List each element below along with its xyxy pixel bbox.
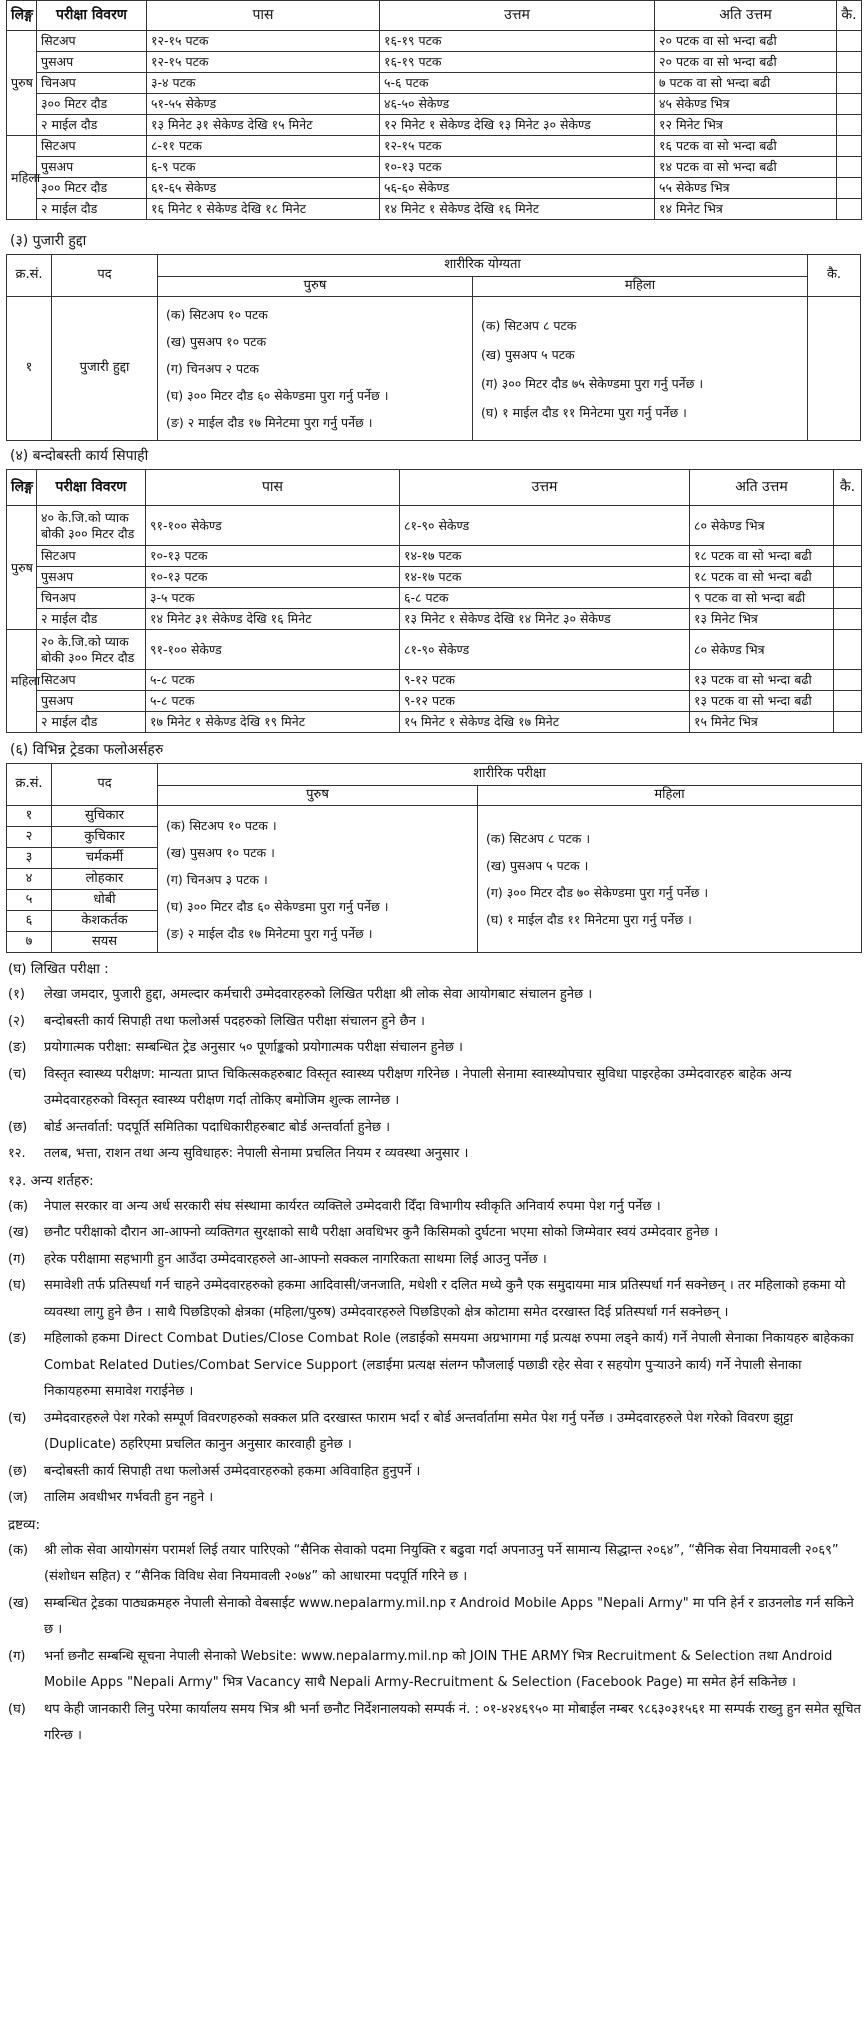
test-name: सिटअप	[37, 670, 146, 691]
serial-number: ३	[7, 848, 52, 869]
score-cell: १३ मिनेट भित्र	[690, 609, 834, 630]
col-header: पास	[146, 470, 400, 506]
col-header: पुरुष	[158, 277, 473, 297]
test-name: सिटअप	[37, 136, 147, 157]
score-cell: ५-८ पटक	[146, 670, 400, 691]
gender-cell: पुरुष	[7, 506, 37, 630]
test-name: चिनअप	[37, 73, 147, 94]
score-cell: ३-४ पटक	[147, 73, 380, 94]
score-cell: १३ मिनेट १ सेकेण्ड देखि १४ मिनेट ३० सेकेण्ड	[400, 609, 690, 630]
remarks-cell	[837, 178, 862, 199]
item-marker: (च)	[8, 1066, 27, 1082]
score-cell: १६-१९ पटक	[380, 31, 655, 52]
score-cell: १६ पटक वा सो भन्दा बढी	[655, 136, 837, 157]
item-text: समावेशी तर्फ प्रतिस्पर्धा गर्न चाहने उम्मेदवारहरुको हकमा आदिवासी/जनजाति, मधेशी र दलित मध्ये कुनै एक समुदायमा मात्र प्रतिस्पर्धा गर्न सक्नेछन् । तर महिलाको हकमा यो व्यवस्था लागु हुने छैन । साथै पिछडिएको क्षेत्रका (महिला/पुरुष) उम्मेदवारहरुले पिछडिएको क्षेत्र कोटामा समेत दरखास्त दिई प्रतिस्पर्धा गर्न सक्नेछन् ।	[44, 1278, 846, 1320]
table-row	[7, 630, 862, 670]
table-row	[7, 178, 862, 199]
item-text: प्रयोगात्मक परीक्षा: सम्बन्धित ट्रेड अनुसार ५० पूर्णाङ्कको प्रयोगात्मक परीक्षा संचालन हुनेछ ।	[44, 1040, 463, 1055]
score-cell: १६ मिनेट १ सेकेण्ड देखि १८ मिनेट	[147, 199, 380, 220]
col-header: उत्तम	[400, 470, 690, 506]
score-cell: ३-५ पटक	[146, 588, 400, 609]
remarks-cell	[834, 567, 862, 588]
test-name: २ माईल दौड	[37, 609, 146, 630]
test-name: सिटअप	[37, 31, 147, 52]
list-item	[6, 1644, 861, 1697]
score-cell: १३ मिनेट ३१ सेकेण्ड देखि १५ मिनेट	[147, 115, 380, 136]
test-name: पुसअप	[37, 157, 147, 178]
table-row	[7, 73, 862, 94]
score-cell: ९१-१०० सेकेण्ड	[146, 630, 400, 670]
followers-table	[6, 763, 862, 953]
requirement-item: (ङ) २ माईल दौड १७ मिनेटमा पुरा गर्नु पर्नेछ ।	[166, 925, 373, 941]
remarks-cell	[837, 157, 862, 178]
score-cell: १३ पटक वा सो भन्दा बढी	[690, 691, 834, 712]
item-text: थप केही जानकारी लिनु परेमा कार्यालय समय भित्र श्री भर्ना छनौट निर्देशनालयको सम्पर्क नं. : ०१-४२४६९५० मा मोबाईल नम्बर ९८६३०३१५६१ मा सम्पर्क राख्नु हुन समेत सूचित गरिन्छ ।	[44, 1701, 861, 1743]
gender-cell: पुरुष	[7, 31, 37, 136]
col-header: लिङ्ग	[7, 1, 37, 31]
post-name: केशकर्तक	[52, 911, 158, 932]
item-marker: (क)	[8, 1198, 29, 1214]
score-cell: १२ मिनेट भित्र	[655, 115, 837, 136]
requirement-item: (ग) ३०० मिटर दौड ७५ सेकेण्डमा पुरा गर्नु पर्नेछ ।	[481, 375, 704, 391]
item-text: उम्मेदवारहरुले पेश गरेको सम्पूर्ण विवरणहरुको सक्कल प्रति दरखास्त फाराम भर्दा र बोर्ड अन्तर्वार्तामा समेत पेश गर्नु पर्नेछ । उम्मेदवारहरुले पेश गरेको विवरण झुट्टा (Duplicate) ठहरिएमा प्रचलित कानुन अनुसार कारवाही हुनेछ ।	[44, 1410, 793, 1452]
post-name: सुचिकार	[52, 806, 158, 827]
item-marker: (छ)	[8, 1463, 28, 1479]
remarks-cell	[834, 712, 862, 733]
list-item	[6, 1459, 861, 1486]
requirement-item: (ख) पुसअप ५ पटक	[481, 346, 575, 362]
requirement-item: (ख) पुसअप ५ पटक ।	[486, 858, 589, 873]
item-text: विस्तृत स्वास्थ्य परीक्षण: मान्यता प्राप्त चिकित्सकहरुबाट विस्तृत स्वास्थ्य परीक्षण गरिनेछ । नेपाली सेनामा स्वास्थ्योपचार सुविधा पाइरहेका उम्मेदवारहरु बाहेक अन्य उम्मेदवारहरुको विस्तृत स्वास्थ्य परीक्षण गर्दा तोकिए बमोजिम शुल्क लाग्नेछ ।	[44, 1066, 792, 1108]
score-cell: ४५ सेकेण्ड भित्र	[655, 94, 837, 115]
fitness-table-2	[6, 469, 862, 733]
table-row	[7, 506, 862, 546]
male-requirements	[158, 297, 473, 441]
item-text: तालिम अवधीभर गर्भवती हुन नहुने ।	[44, 1490, 214, 1505]
remarks-cell	[837, 52, 862, 73]
female-requirements	[473, 297, 808, 441]
item-text: बोर्ड अन्तर्वार्ता: पदपूर्ति समितिका पदाधिकारीहरुबाट बोर्ड अन्तर्वार्ता हुनेछ ।	[44, 1119, 391, 1135]
item-marker: १२.	[8, 1146, 26, 1161]
col-header: अति उत्तम	[655, 1, 837, 31]
item-text: सम्बन्धित ट्रेडका पाठ्यक्रमहरु नेपाली सेनाको वेबसाईट www.nepalarmy.mil.np र Android Mobile Apps "Nepali Army" मा पनि हेर्न र डाउनलोड गर्न सकिने छ ।	[44, 1595, 854, 1637]
remarks-cell	[834, 609, 862, 630]
table-row	[7, 199, 862, 220]
remarks-cell	[834, 546, 862, 567]
table-row	[7, 712, 862, 733]
score-cell: १४-१७ पटक	[400, 546, 690, 567]
col-header: परीक्षा विवरण	[37, 1, 147, 31]
notes-section	[6, 1512, 861, 1750]
score-cell: ६-९ पटक	[147, 157, 380, 178]
remarks-cell	[834, 691, 862, 712]
test-name: पुसअप	[37, 567, 146, 588]
list-item	[6, 1591, 861, 1644]
item-text: बन्दोबस्ती कार्य सिपाही तथा फलोअर्स उम्मेदवारहरुको हकमा अविवाहित हुनुपर्ने ।	[44, 1463, 421, 1479]
score-cell: ९-१२ पटक	[400, 670, 690, 691]
serial-number: ५	[7, 890, 52, 911]
table-row	[7, 52, 862, 73]
requirement-item: (ग) ३०० मिटर दौड ७० सेकेण्डमा पुरा गर्नु पर्नेछ ।	[486, 885, 709, 900]
table-row	[7, 670, 862, 691]
remarks-cell	[837, 199, 862, 220]
remarks-cell	[837, 136, 862, 157]
list-item	[6, 1009, 861, 1036]
table-row	[7, 567, 862, 588]
score-cell: १७ मिनेट १ सेकेण्ड देखि १९ मिनेट	[146, 712, 400, 733]
score-cell: ५५ सेकेण्ड भित्र	[655, 178, 837, 199]
test-name: ३०० मिटर दौड	[37, 178, 147, 199]
score-cell: १२-१५ पटक	[147, 31, 380, 52]
score-cell: ८१-९० सेकेण्ड	[400, 630, 690, 670]
col-header: कै.	[834, 470, 862, 506]
list-item	[6, 1485, 861, 1512]
table-row	[7, 31, 862, 52]
score-cell: १४ पटक वा सो भन्दा बढी	[655, 157, 837, 178]
item-text: लेखा जमदार, पुजारी हुद्दा, अमल्दार कर्मचारी उम्मेदवारहरुको लिखित परीक्षा श्री लोक सेवा आयोगबाट संचालन हुनेछ ।	[44, 987, 593, 1002]
item-marker: (१)	[8, 987, 25, 1002]
female-requirements	[478, 806, 862, 953]
col-header: शारीरिक परीक्षा	[158, 764, 862, 786]
score-cell: १२-१५ पटक	[380, 136, 655, 157]
post-name: लोहकार	[52, 869, 158, 890]
score-cell: १०-१३ पटक	[146, 546, 400, 567]
list-item	[6, 1194, 861, 1221]
item-marker: (ङ)	[8, 1331, 27, 1346]
document	[6, 0, 861, 1750]
score-cell: १०-१३ पटक	[146, 567, 400, 588]
table-row	[7, 136, 862, 157]
score-cell: १८ पटक वा सो भन्दा बढी	[690, 546, 834, 567]
item-marker: (घ)	[8, 1701, 26, 1717]
col-header: पास	[147, 1, 380, 31]
requirement-item: (ख) पुसअप १० पटक ।	[166, 844, 275, 860]
remarks-cell	[834, 506, 862, 546]
item-text: छनौट परीक्षाको दौरान आ-आफ्नो व्यक्तिगत सुरक्षाको साथै परीक्षा अवधिभर कुनै किसिमको दुर्घटना भएमा सोको जिम्मेवार स्वयं उम्मेदवार हुनेछ ।	[44, 1225, 719, 1240]
test-name: ४० के.जि.को प्याक बोकी ३०० मिटर दौड	[37, 506, 146, 546]
item-text: तलब, भत्ता, राशन तथा अन्य सुविधाहरु: नेपाली सेनामा प्रचलित नियम र व्यवस्था अनुसार ।	[44, 1146, 469, 1161]
score-cell: ९ पटक वा सो भन्दा बढी	[690, 588, 834, 609]
list-item	[6, 982, 861, 1009]
conditions-section	[6, 1168, 861, 1512]
list-item	[6, 1247, 861, 1274]
test-name: २ माईल दौड	[37, 712, 146, 733]
item-text: भर्ना छनौट सम्बन्धि सूचना नेपाली सेनाको Website: www.nepalarmy.mil.np को JOIN THE ARMY भित्र Recruitment & Selection तथा Android Mobile Apps "Nepali Army" भित्र Vacancy साथै Nepali Army-Recruitment & Selection (Facebook Page) मा समेत हेर्न सकिनेछ ।	[44, 1648, 833, 1690]
fitness-table-1	[6, 0, 862, 220]
test-name: पुसअप	[37, 691, 146, 712]
gender-cell: महिला	[7, 136, 37, 220]
item-marker: (घ)	[8, 1278, 26, 1293]
item-marker: (च)	[8, 1410, 27, 1426]
test-name: २० के.जि.को प्याक बोकी ३०० मिटर दौड	[37, 630, 146, 670]
score-cell: २० पटक वा सो भन्दा बढी	[655, 52, 837, 73]
score-cell: ९-१२ पटक	[400, 691, 690, 712]
post-name: धोबी	[52, 890, 158, 911]
list-item	[6, 1141, 861, 1168]
requirement-item: (ग) चिनअप ३ पटक ।	[166, 871, 268, 887]
list-item	[6, 1538, 861, 1591]
list-item	[6, 1115, 861, 1142]
test-name: पुसअप	[37, 52, 147, 73]
list-item	[6, 1697, 861, 1750]
score-cell: ५-८ पटक	[146, 691, 400, 712]
col-header: लिङ्ग	[7, 470, 37, 506]
list-item	[6, 1062, 861, 1115]
section-heading: १३. अन्य शर्तहरु:	[8, 1172, 94, 1189]
requirement-item: (ङ) २ माईल दौड १७ मिनेटमा पुरा गर्नु पर्नेछ ।	[166, 415, 373, 430]
score-cell: ७ पटक वा सो भन्दा बढी	[655, 73, 837, 94]
score-cell: १४ मिनेट ३१ सेकेण्ड देखि १६ मिनेट	[146, 609, 400, 630]
score-cell: ८-११ पटक	[147, 136, 380, 157]
col-header: महिला	[478, 786, 862, 806]
serial-number: १	[7, 297, 52, 441]
col-header: महिला	[473, 277, 808, 297]
col-header: उत्तम	[380, 1, 655, 31]
requirement-item: (घ) १ माईल दौड ११ मिनेटमा पुरा गर्नु पर्नेछ ।	[486, 912, 692, 927]
item-marker: (छ)	[8, 1119, 28, 1135]
written-exam-section	[6, 956, 861, 1168]
item-marker: (ज)	[8, 1490, 28, 1505]
item-text: बन्दोबस्ती कार्य सिपाही तथा फलोअर्स पदहरुको लिखित परीक्षा संचालन हुने छैन ।	[44, 1013, 425, 1029]
score-cell: १०-१३ पटक	[380, 157, 655, 178]
score-cell: ६१-६५ सेकेण्ड	[147, 178, 380, 199]
score-cell: ८१-९० सेकेण्ड	[400, 506, 690, 546]
item-marker: (क)	[8, 1542, 29, 1558]
item-marker: (ग)	[8, 1251, 26, 1267]
item-marker: (ग)	[8, 1648, 26, 1664]
remarks-cell	[834, 670, 862, 691]
male-requirements	[158, 806, 478, 953]
score-cell: १४-१७ पटक	[400, 567, 690, 588]
table-row	[7, 546, 862, 567]
post-name: पुजारी हुद्दा	[52, 297, 158, 441]
col-header: शारीरिक योग्यता	[158, 255, 808, 277]
col-header: क्र.सं.	[7, 255, 52, 297]
score-cell: २० पटक वा सो भन्दा बढी	[655, 31, 837, 52]
score-cell: १५ मिनेट १ सेकेण्ड देखि १७ मिनेट	[400, 712, 690, 733]
col-header: पद	[52, 255, 158, 297]
col-header: पुरुष	[158, 786, 478, 806]
requirement-item: (घ) ३०० मिटर दौड ६० सेकेण्डमा पुरा गर्नु पर्नेछ ।	[166, 388, 389, 403]
serial-number: १	[7, 806, 52, 827]
item-text: महिलाको हकमा Direct Combat Duties/Close Combat Role (लडाईको समयमा अग्रभागमा गई प्रत्यक्ष रुपमा लड्ने कार्य) गर्ने नेपाली सेनाका निकायहरु बाहेकका Combat Related Duties/Combat Service Support (लडाईमा प्रत्यक्ष संलग्न फौजलाई पछाडी रहेर सेवा र सहयोग पुऱ्याउने कार्य) गर्ने नेपाली सेनाका निकायहरुमा समावेश गराईनेछ ।	[44, 1331, 854, 1399]
item-text: हरेक परीक्षामा सहभागी हुन आउँदा उम्मेदवारहरुले आ-आफ्नो सक्कल नागरिकता साथमा लिई आउनु पर्नेछ ।	[44, 1251, 547, 1267]
section-title: (३) पुजारी हुद्दा	[10, 233, 87, 249]
post-name: चर्मकर्मी	[52, 848, 158, 869]
pujari-table	[6, 254, 861, 441]
gender-cell: महिला	[7, 630, 37, 733]
list-item	[6, 1035, 861, 1062]
score-cell: १२ मिनेट १ सेकेण्ड देखि १३ मिनेट ३० सेकेण्ड	[380, 115, 655, 136]
remarks-cell	[808, 297, 861, 441]
table-row	[7, 588, 862, 609]
section-title: (६) विभिन्न ट्रेडका फलोअर्सहरु	[10, 742, 164, 758]
col-header: पद	[52, 764, 158, 806]
table-row	[7, 115, 862, 136]
table-row	[7, 94, 862, 115]
test-name: २ माईल दौड	[37, 199, 147, 220]
score-cell: ८० सेकेण्ड भित्र	[690, 630, 834, 670]
score-cell: १५ मिनेट भित्र	[690, 712, 834, 733]
test-name: ३०० मिटर दौड	[37, 94, 147, 115]
table-row	[7, 691, 862, 712]
section-heading: द्रष्टव्य:	[8, 1516, 41, 1533]
remarks-cell	[837, 73, 862, 94]
score-cell: ८० सेकेण्ड भित्र	[690, 506, 834, 546]
list-item	[6, 1220, 861, 1247]
requirement-item: (क) सिटअप ८ पटक	[481, 317, 577, 333]
score-cell: ५१-५५ सेकेण्ड	[147, 94, 380, 115]
remarks-cell	[837, 115, 862, 136]
post-name: कुचिकार	[52, 827, 158, 848]
table-row	[7, 806, 862, 827]
serial-number: ७	[7, 932, 52, 953]
remarks-cell	[837, 94, 862, 115]
list-item	[6, 1406, 861, 1459]
remarks-cell	[834, 588, 862, 609]
requirement-item: (ख) पुसअप १० पटक	[166, 334, 267, 349]
col-header: कै.	[837, 1, 862, 31]
table-row	[7, 609, 862, 630]
score-cell: १२-१५ पटक	[147, 52, 380, 73]
requirement-item: (घ) १ माईल दौड ११ मिनेटमा पुरा गर्नु पर्नेछ ।	[481, 404, 687, 420]
requirement-item: (ग) चिनअप २ पटक	[166, 361, 259, 376]
table-row	[7, 157, 862, 178]
item-marker: (२)	[8, 1013, 25, 1029]
list-item	[6, 1273, 861, 1326]
section-title: (४) बन्दोबस्ती कार्य सिपाही	[10, 448, 149, 464]
score-cell: ४६-५० सेकेण्ड	[380, 94, 655, 115]
remarks-cell	[834, 630, 862, 670]
score-cell: १३ पटक वा सो भन्दा बढी	[690, 670, 834, 691]
test-name: सिटअप	[37, 546, 146, 567]
requirement-item: (क) सिटअप १० पटक ।	[166, 817, 277, 833]
post-name: सयस	[52, 932, 158, 953]
requirement-item: (क) सिटअप ८ पटक ।	[486, 831, 591, 846]
score-cell: १६-१९ पटक	[380, 52, 655, 73]
list-item	[6, 1326, 861, 1406]
item-text: श्री लोक सेवा आयोगसंग परामर्श लिई तयार पारिएको “सैनिक सेवाको पदमा नियुक्ति र बढुवा गर्दा अपनाउनु पर्ने सामान्य सिद्धान्त २०६४”, “सैनिक सेवा नियमावली २०६९” (संशोधन सहित) र “सैनिक विविध सेवा नियमावली २०७४” को आधारमा पदपूर्ति गरिने छ ।	[44, 1542, 839, 1584]
serial-number: ४	[7, 869, 52, 890]
item-marker: (ख)	[8, 1595, 29, 1611]
score-cell: ५६-६० सेकेण्ड	[380, 178, 655, 199]
score-cell: ६-८ पटक	[400, 588, 690, 609]
section-heading: (घ) लिखित परीक्षा :	[8, 961, 109, 977]
col-header: अति उत्तम	[690, 470, 834, 506]
remarks-cell	[837, 31, 862, 52]
requirement-item: (क) सिटअप १० पटक	[166, 307, 268, 322]
item-marker: (ङ)	[8, 1040, 27, 1055]
test-name: चिनअप	[37, 588, 146, 609]
item-marker: (ख)	[8, 1225, 29, 1240]
score-cell: ९१-१०० सेकेण्ड	[146, 506, 400, 546]
col-header: परीक्षा विवरण	[37, 470, 146, 506]
requirement-item: (घ) ३०० मिटर दौड ६० सेकेण्डमा पुरा गर्नु पर्नेछ ।	[166, 898, 389, 914]
score-cell: १४ मिनेट भित्र	[655, 199, 837, 220]
score-cell: १८ पटक वा सो भन्दा बढी	[690, 567, 834, 588]
col-header: क्र.सं.	[7, 764, 52, 806]
test-name: २ माईल दौड	[37, 115, 147, 136]
item-text: नेपाल सरकार वा अन्य अर्ध सरकारी संघ संस्थामा कार्यरत व्यक्तिले उम्मेदवारी दिँदा विभागीय स्वीकृति अनिवार्य रुपमा पेश गर्नु पर्नेछ ।	[44, 1198, 661, 1214]
score-cell: ५-६ पटक	[380, 73, 655, 94]
serial-number: ६	[7, 911, 52, 932]
serial-number: २	[7, 827, 52, 848]
col-header: कै.	[808, 255, 861, 297]
score-cell: १४ मिनेट १ सेकेण्ड देखि १६ मिनेट	[380, 199, 655, 220]
